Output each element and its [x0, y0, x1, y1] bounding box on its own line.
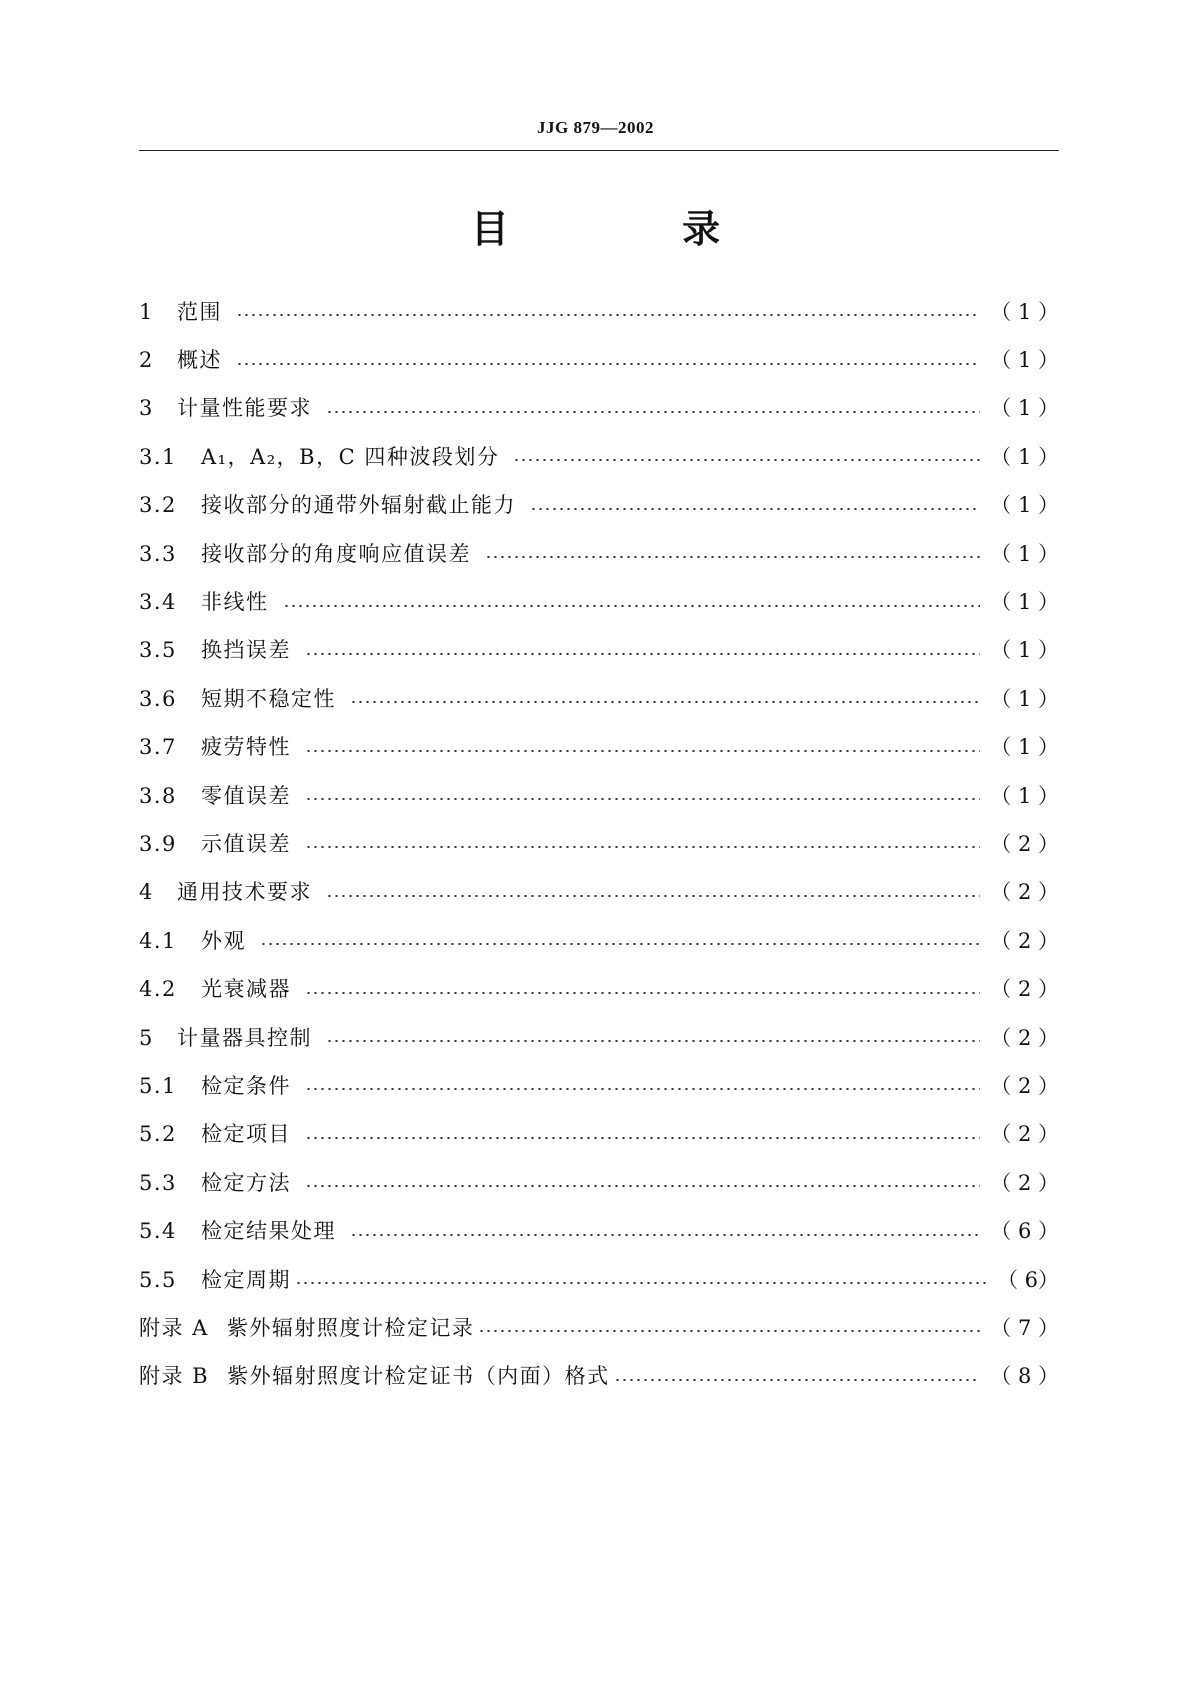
toc-entry-page: （ 2 ） [990, 928, 1059, 953]
toc-entry-page: （ 7 ） [990, 1315, 1059, 1340]
toc-entry[interactable] [139, 433, 1059, 481]
toc-entry[interactable] [139, 578, 1059, 626]
toc-entry-page: （ 1 ） [990, 783, 1059, 808]
toc-entry-title: 紫外辐射照度计检定证书（内面）格式 [227, 1364, 610, 1389]
toc-entry-title: 紫外辐射照度计检定记录 [226, 1315, 475, 1340]
toc-entry[interactable] [139, 288, 1059, 336]
toc-entry-number: 3.4 [139, 590, 177, 615]
toc-leader-dots [305, 1185, 980, 1187]
toc-entry-page: （ 6 ） [990, 1219, 1059, 1244]
toc-entry[interactable] [139, 1353, 1059, 1401]
toc-leader-dots [236, 314, 980, 316]
toc-entry-page: （ 2 ） [990, 1073, 1059, 1098]
toc-entry-title: 计量器具控制 [177, 1025, 312, 1050]
toc-entry-title: 短期不稳定性 [201, 686, 336, 711]
toc-entry-page: （ 2 ） [990, 977, 1059, 1002]
toc-entry-number: 3.6 [139, 686, 177, 711]
toc-entry[interactable] [139, 675, 1059, 723]
toc-leader-dots [350, 1234, 980, 1236]
toc-entry[interactable] [139, 1014, 1059, 1062]
toc-entry[interactable] [139, 1207, 1059, 1255]
toc-leader-dots [326, 895, 980, 897]
toc-entry[interactable] [139, 965, 1059, 1013]
toc-entry-title: 检定结果处理 [201, 1219, 336, 1244]
toc-entry-page: （ 1 ） [990, 638, 1059, 663]
toc-entry[interactable] [139, 724, 1059, 772]
document-code-header: JJG 879—2002 [537, 118, 654, 137]
toc-entry-title: 检定项目 [201, 1122, 291, 1147]
toc-entry-page: （ 8 ） [990, 1364, 1059, 1389]
toc-entry[interactable] [139, 1256, 1059, 1304]
toc-entry-title: 通用技术要求 [177, 880, 312, 905]
toc-entry-page: （ 1 ） [990, 348, 1059, 373]
toc-entry-number: 1 [139, 299, 154, 324]
toc-entry-number: 3.2 [139, 493, 177, 518]
toc-leader-dots [305, 846, 980, 848]
toc-entry-number: 3.7 [139, 735, 177, 760]
toc-entry-number: 2 [139, 348, 154, 373]
toc-entry-number: 3.3 [139, 541, 177, 566]
toc-leader-dots [260, 943, 980, 945]
header-rule [139, 150, 1059, 151]
toc-entry-page: （ 6） [996, 1267, 1059, 1292]
toc-leader-dots [305, 992, 980, 994]
toc-entry-number: 4.1 [139, 928, 177, 953]
toc-leader-dots [295, 1282, 987, 1284]
toc-entry-page: （ 2 ） [990, 831, 1059, 856]
toc-entry[interactable] [139, 1304, 1059, 1352]
toc-entry-title: 换挡误差 [201, 638, 291, 663]
toc-leader-dots [305, 798, 980, 800]
toc-entry-title: 概述 [177, 348, 222, 373]
toc-entry-number: 3.8 [139, 783, 177, 808]
toc-entry-page: （ 2 ） [990, 1122, 1059, 1147]
toc-entry-page: （ 1 ） [990, 299, 1059, 324]
toc-entry-page: （ 1 ） [990, 444, 1059, 469]
toc-entry-title: 检定条件 [201, 1073, 291, 1098]
toc-entry-number: 3.1 [139, 444, 177, 469]
toc-leader-dots [485, 556, 980, 558]
toc-entry-title: 疲劳特性 [201, 735, 291, 760]
toc-entry-title: 光衰减器 [201, 977, 291, 1002]
toc-entry[interactable] [139, 1111, 1059, 1159]
toc-entry-number: 5.4 [139, 1219, 177, 1244]
toc-leader-dots [305, 1088, 980, 1090]
toc-entry-page: （ 2 ） [990, 880, 1059, 905]
toc-leader-dots [326, 411, 980, 413]
toc-entry-number: 3.5 [139, 638, 177, 663]
toc-entry-number: 5.3 [139, 1170, 177, 1195]
toc-entry-number: 5 [139, 1025, 154, 1050]
toc-entry-page: （ 1 ） [990, 590, 1059, 615]
table-of-contents [139, 288, 1059, 1401]
toc-leader-dots [350, 701, 980, 703]
toc-entry[interactable] [139, 1159, 1059, 1207]
toc-entry[interactable] [139, 772, 1059, 820]
toc-entry[interactable] [139, 385, 1059, 433]
toc-entry-number: 5.1 [139, 1073, 177, 1098]
toc-entry-page: （ 1 ） [990, 396, 1059, 421]
toc-entry-page: （ 1 ） [990, 686, 1059, 711]
toc-entry[interactable] [139, 917, 1059, 965]
toc-entry-title: 计量性能要求 [177, 396, 312, 421]
toc-leader-dots [236, 363, 980, 365]
toc-entry-page: （ 2 ） [990, 1025, 1059, 1050]
toc-leader-dots [530, 508, 980, 510]
toc-entry-number: 4.2 [139, 977, 177, 1002]
toc-entry[interactable] [139, 820, 1059, 868]
toc-entry-title: A₁，A₂，B，C 四种波段划分 [201, 444, 500, 469]
toc-entry[interactable] [139, 336, 1059, 384]
toc-entry-title: 范围 [177, 299, 222, 324]
toc-entry[interactable] [139, 530, 1059, 578]
toc-entry-title: 接收部分的通带外辐射截止能力 [201, 493, 516, 518]
toc-entry[interactable] [139, 869, 1059, 917]
toc-entry-title: 接收部分的角度响应值误差 [201, 541, 471, 566]
toc-leader-dots [305, 1137, 980, 1139]
toc-leader-dots [513, 459, 980, 461]
toc-leader-dots [478, 1330, 980, 1332]
toc-entry[interactable] [139, 482, 1059, 530]
toc-leader-dots [305, 750, 980, 752]
toc-leader-dots [326, 1040, 980, 1042]
toc-entry-title: 零值误差 [201, 783, 291, 808]
toc-entry-page: （ 1 ） [990, 541, 1059, 566]
toc-entry-number: 附录 A [139, 1315, 209, 1340]
toc-entry-page: （ 1 ） [990, 735, 1059, 760]
toc-entry-title: 非线性 [201, 590, 269, 615]
toc-entry-number: 附录 B [139, 1364, 210, 1389]
toc-entry-number: 3 [139, 396, 154, 421]
toc-leader-dots [305, 653, 980, 655]
toc-entry-number: 5.5 [139, 1267, 177, 1292]
toc-entry-title: 检定周期 [201, 1267, 291, 1292]
toc-entry-title: 检定方法 [201, 1170, 291, 1195]
toc-entry-number: 5.2 [139, 1122, 177, 1147]
toc-entry[interactable] [139, 627, 1059, 675]
toc-entry-page: （ 1 ） [990, 493, 1059, 518]
toc-entry[interactable] [139, 1062, 1059, 1110]
page-title: 目 录 [470, 207, 801, 251]
toc-entry-title: 外观 [201, 928, 246, 953]
toc-entry-number: 3.9 [139, 831, 177, 856]
toc-leader-dots [283, 605, 981, 607]
toc-leader-dots [614, 1379, 981, 1381]
toc-entry-page: （ 2 ） [990, 1170, 1059, 1195]
toc-entry-number: 4 [139, 880, 154, 905]
toc-entry-title: 示值误差 [201, 831, 291, 856]
